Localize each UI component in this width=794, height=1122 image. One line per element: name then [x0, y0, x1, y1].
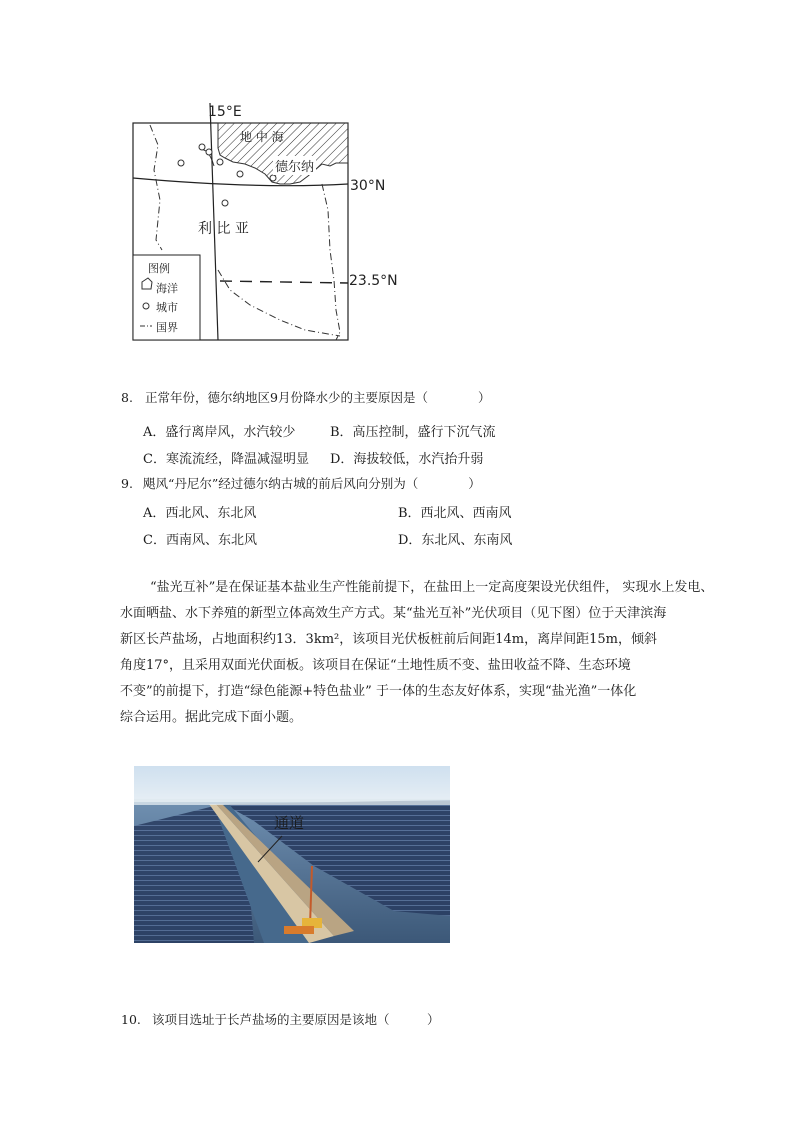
- photo-label-passage: 通道: [274, 814, 305, 832]
- city-circle: [217, 159, 223, 165]
- country-label: 利 比 亚: [198, 221, 249, 237]
- latitude-30-label: 30°N: [350, 178, 386, 194]
- passage-line: 角度17°，且采用双面光伏面板。该项目在保证“土地性质不变、盐田收益不降、生态环境: [120, 658, 631, 673]
- sea-label: 地 中 海: [240, 130, 284, 144]
- east-border: [322, 184, 340, 340]
- legend-title: 图例: [148, 262, 170, 275]
- question-8-option-c[interactable]: C．寒流流经，降温减湿明显: [143, 452, 309, 467]
- reading-passage: [120, 575, 713, 731]
- question-9-number: 9.: [121, 476, 133, 491]
- passage-line: 不变”的前提下，打造“绿色能源+特色盐业” 于一体的生态友好体系，实现“盐光渔”一体化: [120, 684, 637, 699]
- city-circle: [206, 149, 212, 155]
- map-figure: [130, 100, 450, 345]
- city-circle: [199, 144, 205, 150]
- question-8-number: 8.: [121, 390, 133, 405]
- latitude-23-5-label: 23.5°N: [349, 273, 398, 289]
- city-circle: [270, 175, 276, 181]
- legend-item-border: 国界: [156, 321, 178, 334]
- legend-item-city: 城市: [156, 301, 178, 314]
- south-border: [218, 270, 340, 336]
- city-circle: [222, 200, 228, 206]
- parallel-30n: [133, 178, 348, 186]
- city-circle: [237, 171, 243, 177]
- question-9-option-d[interactable]: D．东北风、东南风: [398, 533, 513, 548]
- question-10-number: 10.: [121, 1012, 141, 1027]
- west-border: [150, 125, 162, 250]
- solar-saltfield-photo: [134, 766, 450, 943]
- longitude-label: 15°E: [208, 104, 242, 120]
- city-circle-icon: [143, 303, 149, 309]
- question-9-option-a[interactable]: A．西北风、东北风: [143, 506, 257, 521]
- passage-line: “盐光互补”是在保证基本盐业生产性能前提下，在盐田上一定高度架设光伏组件， 实现水上发电、: [150, 580, 714, 595]
- legend-item-ocean: 海洋: [156, 282, 178, 295]
- photo-illustration: [134, 766, 450, 943]
- question-9-option-c[interactable]: C．西南风、东北风: [143, 533, 257, 548]
- passage-line: 综合运用。据此完成下面小题。: [120, 710, 303, 725]
- city-label-derna: 德尔纳: [273, 156, 316, 175]
- question-8-option-b[interactable]: B．高压控制，盛行下沉气流: [330, 425, 496, 440]
- question-8-option-d[interactable]: D．海拔较低，水汽抬升弱: [330, 452, 484, 467]
- question-10-stem: 该项目选址于长芦盐场的主要原因是该地（ ）: [152, 1012, 440, 1027]
- parallel-23-5n: [220, 281, 348, 283]
- passage-line: 新区长芦盐场，占地面积约13．3km²，该项目光伏板桩前后间距14m，离岸间距15m，倾斜: [120, 632, 657, 647]
- city-circle: [178, 160, 184, 166]
- question-8-option-a[interactable]: A．盛行离岸风，水汽较少: [143, 425, 296, 440]
- passage-line: 水面晒盐、水下养殖的新型立体高效生产方式。某“盐光互补”光伏项目（见下图）位于天津滨海: [120, 606, 667, 621]
- libya-map: [130, 100, 450, 345]
- question-9-option-b[interactable]: B．西北风、西南风: [398, 506, 512, 521]
- question-9-stem: 飓风“丹尼尔”经过德尔纳古城的前后风向分别为（ ）: [143, 476, 481, 491]
- question-8-stem: 正常年份，德尔纳地区9月份降水少的主要原因是（ ）: [145, 390, 491, 405]
